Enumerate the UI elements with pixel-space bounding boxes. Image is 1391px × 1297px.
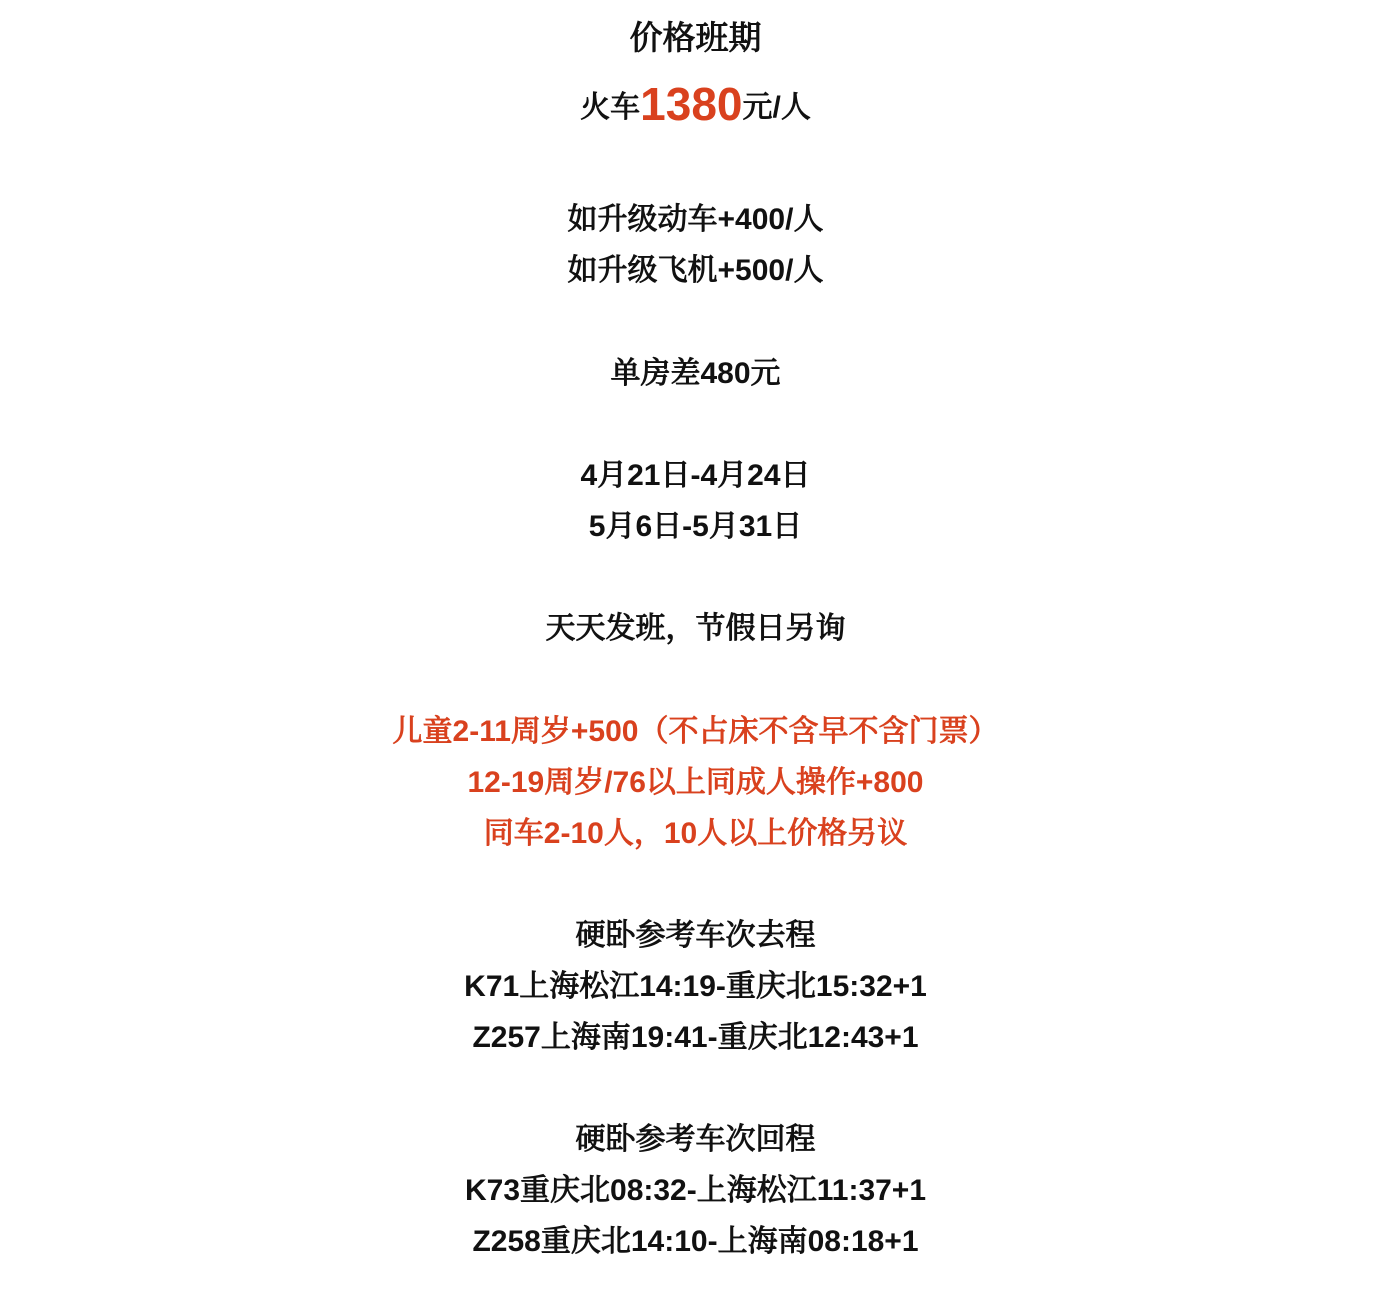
- price-prefix: 火车: [580, 91, 641, 124]
- price-suffix: 元/人: [742, 91, 811, 124]
- upgrade-bullet-train: 如升级动车+400/人: [567, 203, 824, 236]
- single-room-supplement: 单房差480元: [610, 357, 781, 390]
- train-price: [0, 78, 1391, 130]
- outbound-train-1: K71上海松江14:19-重庆北15:32+1: [464, 970, 927, 1003]
- return-train-1: K73重庆北08:32-上海松江11:37+1: [464, 1174, 927, 1207]
- price-amount: 1380: [640, 78, 743, 130]
- child-price-notice: 儿童2-11周岁+500（不占床不含早不含门票）: [392, 715, 999, 748]
- youth-senior-notice: 12-19周岁/76以上同成人操作+800: [467, 766, 924, 799]
- page-title: 价格班期: [629, 19, 762, 56]
- upgrade-flight: 如升级飞机+500/人: [567, 254, 824, 287]
- return-train-2: Z258重庆北14:10-上海南08:18+1: [472, 1225, 919, 1258]
- schedule-note: 天天发班，节假日另询: [545, 612, 846, 645]
- date-range-1: 4月21日-4月24日: [580, 459, 811, 492]
- group-size-notice: 同车2-10人，10人以上价格另议: [483, 817, 908, 850]
- return-heading: 硬卧参考车次回程: [575, 1123, 816, 1156]
- outbound-heading: 硬卧参考车次去程: [575, 919, 816, 952]
- outbound-train-2: Z257上海南19:41-重庆北12:43+1: [472, 1021, 919, 1054]
- date-range-2: 5月6日-5月31日: [588, 510, 803, 543]
